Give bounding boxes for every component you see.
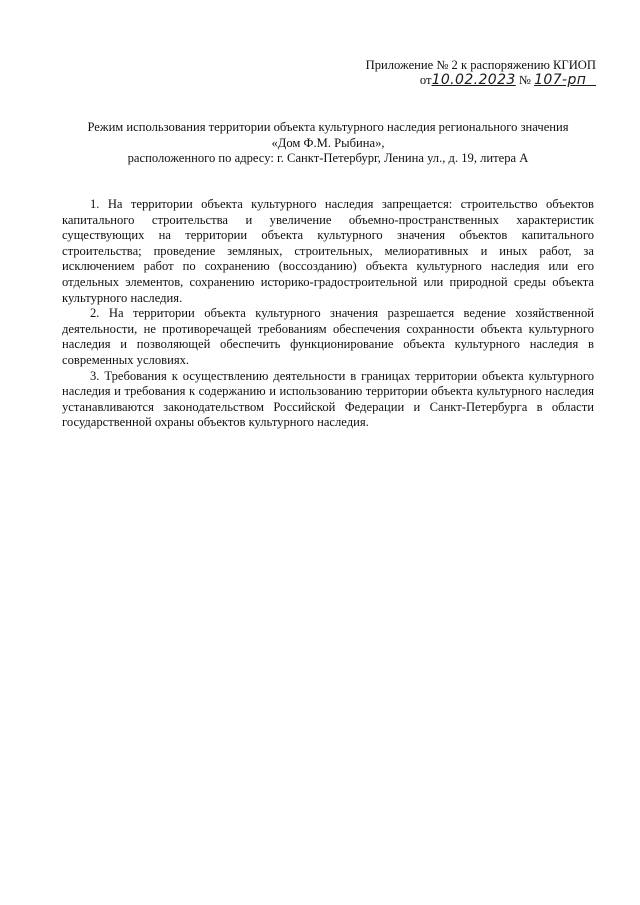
from-label: от (419, 73, 432, 87)
document-title (62, 120, 594, 167)
title-line-3: расположенного по адресу: г. Санкт-Петербург, Ленина ул., д. 19, литера А (127, 151, 529, 166)
number-label: № (518, 73, 531, 87)
paragraph-2: 2. На территории объекта культурного значения разрешается ведение хозяйственной деятельности, не противоречащей требованиям обеспечения сохранности объекта культурного наследия и позволяющей обеспечить функционирование объекта культурного наследия в современных условиях. (62, 306, 594, 367)
appendix-header (366, 58, 596, 88)
appendix-reference: Приложение № 2 к распоряжению КГИОП (365, 58, 596, 72)
order-date-number-line (420, 73, 596, 88)
title-line-2: «Дом Ф.М. Рыбина», (271, 135, 385, 150)
underline-tail (586, 72, 596, 88)
title-line-1: Режим использования территории объекта культурного наследия регионального значения (87, 120, 569, 134)
handwritten-order-number: 107-рп (534, 72, 587, 88)
paragraph-3: 3. Требования к осуществлению деятельности в границах территории объекта культурного наследия и требования к содержанию и использованию территории объекта культурного наследия устанавливаются законодательством Российской Федерации и Санкт-Петербурга в области государственной охраны объектов культурного наследия. (62, 368, 594, 430)
paragraph-1: 1. На территории объекта культурного наследия запрещается: строительство объектов капитального строительства и увеличение объемно-пространственных характеристик существующих на территории объекта культурного значения объектов капитального строительства; проведение земляных, строительных, мелиоративных и иных работ, за исключением работ по сохранению (воссозданию) объекта культурного наследия или его отдельных элементов, сохранению историко-градостроительной или природной среды объекта культурного наследия. (62, 197, 594, 305)
handwritten-date: 10.02.2023 (431, 72, 516, 88)
document-body (62, 197, 594, 431)
